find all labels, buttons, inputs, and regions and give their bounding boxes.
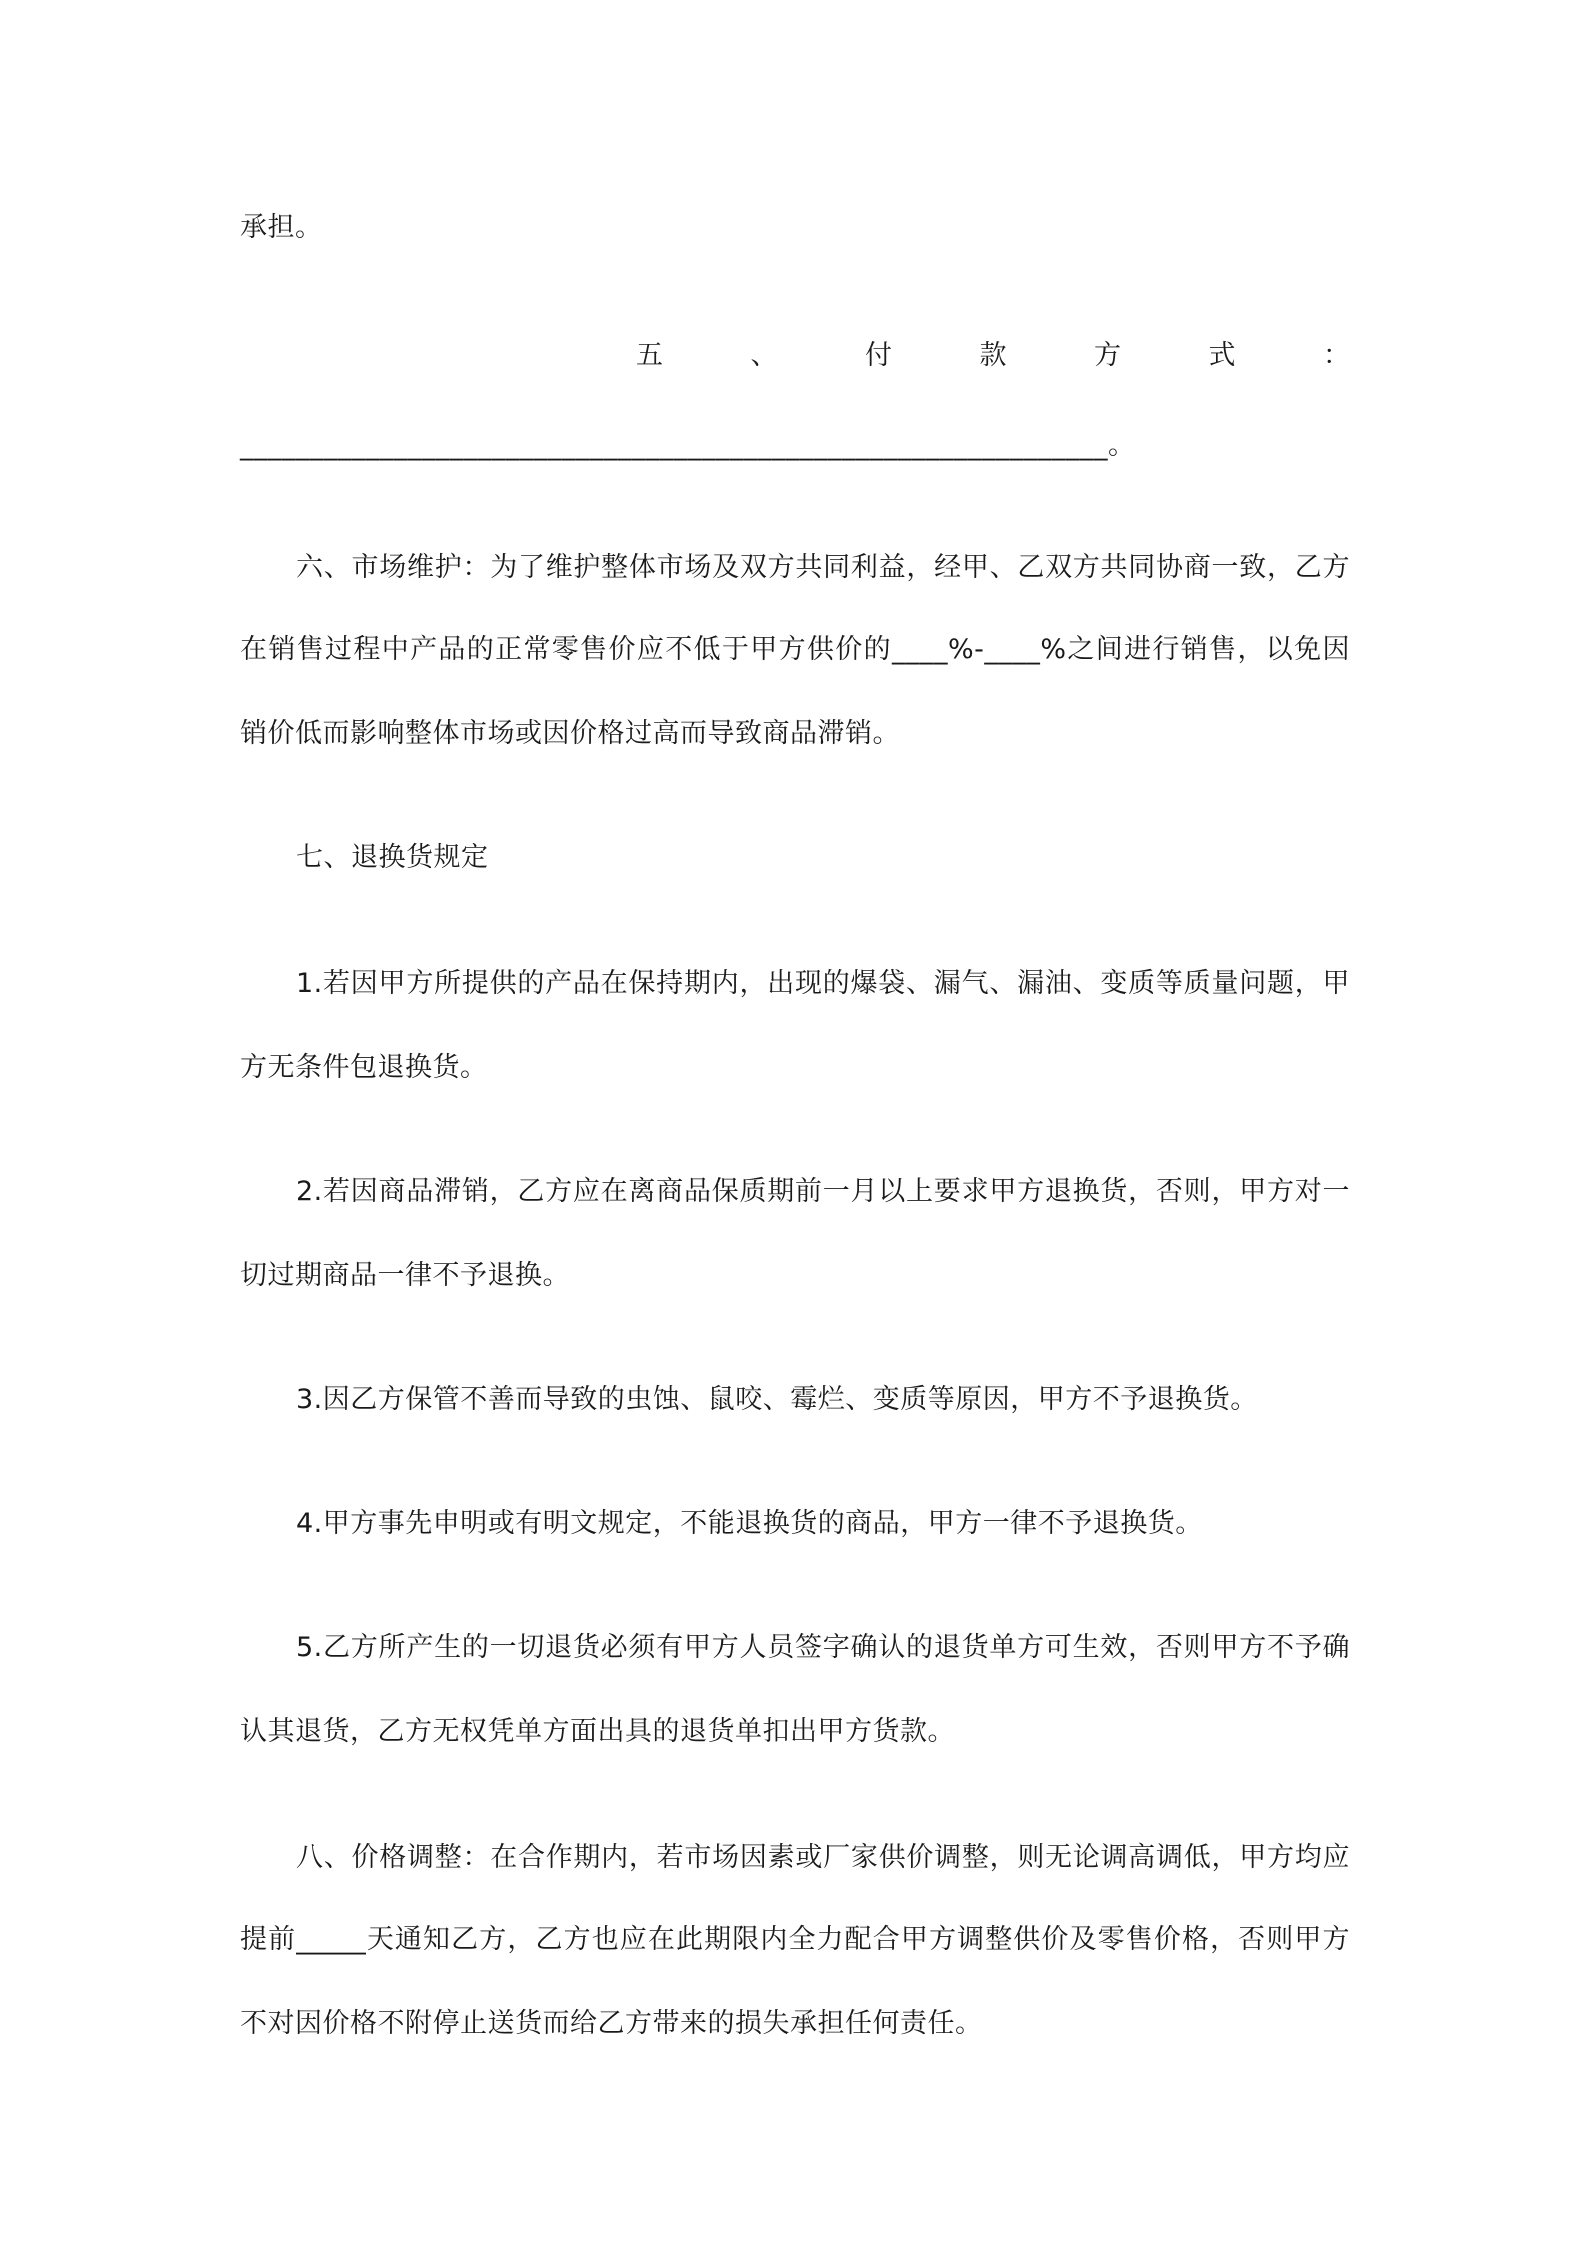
- section5-heading-char: 款: [979, 340, 1007, 371]
- section7-item5-line2: 认其退货，乙方无权凭单方面出具的退货单扣出甲方货款。: [240, 1716, 955, 1747]
- section5-heading-char: 付: [865, 340, 892, 371]
- section5-heading-char: 式: [1208, 340, 1236, 371]
- section5-heading-char: 方: [1094, 340, 1121, 371]
- section7-item5-line1: 5.乙方所产生的一切退货必须有甲方人员签字确认的退货单方可生效，否则甲方不予确: [296, 1632, 1350, 1663]
- section5-heading-char: 、: [750, 340, 778, 371]
- section5-blank-line: ______________________________________________________________。: [240, 430, 1136, 461]
- section8-line1: 八、价格调整：在合作期内，若市场因素或厂家供价调整，则无论调高调低，甲方均应: [296, 1842, 1350, 1873]
- section7-item4: 4.甲方事先申明或有明文规定，不能退换货的商品，甲方一律不予退换货。: [296, 1508, 1203, 1539]
- section7-item2-line1: 2.若因商品滞销，乙方应在离商品保质期前一月以上要求甲方退换货，否则，甲方对一: [296, 1176, 1350, 1207]
- section8-line2: 提前_____天通知乙方，乙方也应在此期限内全力配合甲方调整供价及零售价格，否则甲方: [240, 1924, 1350, 1955]
- section5-heading: [636, 336, 1350, 376]
- section7-heading: 七、退换货规定: [296, 842, 489, 873]
- section5-heading-char: ：: [1323, 340, 1350, 371]
- section5-heading-char: 五: [636, 340, 663, 371]
- section8-line3: 不对因价格不附停止送货而给乙方带来的损失承担任何责任。: [240, 2008, 983, 2039]
- section6-line2: 在销售过程中产品的正常零售价应不低于甲方供价的____%-____%之间进行销售，以免因: [240, 634, 1350, 665]
- section7-item3: 3.因乙方保管不善而导致的虫蚀、鼠咬、霉烂、变质等原因，甲方不予退换货。: [296, 1384, 1258, 1415]
- section7-item2-line2: 切过期商品一律不予退换。: [240, 1260, 570, 1291]
- section7-item1-line2: 方无条件包退换货。: [240, 1052, 488, 1083]
- carryover-line: 承担。: [240, 212, 323, 243]
- section6-line3: 销价低而影响整体市场或因价格过高而导致商品滞销。: [240, 718, 900, 749]
- section6-line1: 六、市场维护：为了维护整体市场及双方共同利益，经甲、乙双方共同协商一致，乙方: [296, 552, 1350, 583]
- section7-item1-line1: 1.若因甲方所提供的产品在保持期内，出现的爆袋、漏气、漏油、变质等质量问题，甲: [296, 968, 1350, 999]
